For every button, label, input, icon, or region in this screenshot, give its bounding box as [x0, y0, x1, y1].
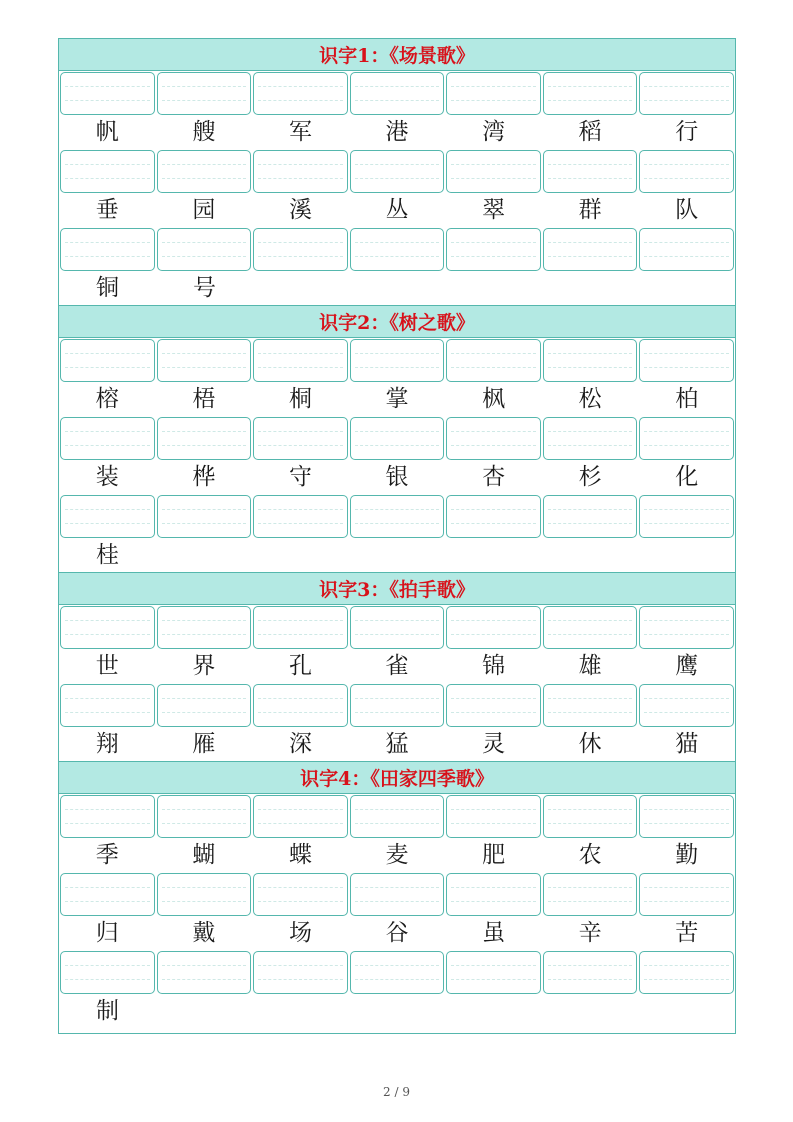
- hanzi-character: 园: [192, 197, 216, 223]
- hanzi-character: 桦: [192, 464, 216, 490]
- hanzi-character: 溪: [288, 197, 312, 223]
- pinyin-writing-box[interactable]: [253, 795, 348, 838]
- character-row: [59, 727, 735, 761]
- pinyin-writing-box[interactable]: [157, 72, 252, 115]
- hanzi-character: 队: [675, 197, 699, 223]
- pinyin-writing-box[interactable]: [446, 417, 541, 460]
- pinyin-writing-box[interactable]: [350, 795, 445, 838]
- pinyin-writing-box[interactable]: [446, 684, 541, 727]
- hanzi-character: 辛: [578, 920, 602, 946]
- hanzi-character: 肥: [482, 842, 506, 868]
- pinyin-writing-box[interactable]: [60, 72, 155, 115]
- pinyin-writing-box[interactable]: [350, 339, 445, 382]
- hanzi-character: 号: [193, 275, 216, 301]
- pinyin-writing-box[interactable]: [543, 795, 638, 838]
- hanzi-character: 虽: [482, 920, 506, 946]
- pinyin-writing-box[interactable]: [639, 873, 734, 916]
- pinyin-writing-box[interactable]: [157, 150, 252, 193]
- hanzi-character: 艘: [192, 119, 216, 145]
- character-row: [59, 382, 735, 416]
- pinyin-writing-box[interactable]: [446, 339, 541, 382]
- pinyin-writing-box[interactable]: [639, 495, 734, 538]
- pinyin-writing-box[interactable]: [350, 684, 445, 727]
- hanzi-character: 稻: [578, 119, 602, 145]
- pinyin-writing-box[interactable]: [60, 873, 155, 916]
- hanzi-character: 垂: [95, 197, 119, 223]
- hanzi-character: 榕: [95, 386, 119, 412]
- hanzi-character: 锦: [482, 653, 506, 679]
- character-row: [59, 193, 735, 227]
- pinyin-writing-box[interactable]: [446, 873, 541, 916]
- hanzi-character: 苦: [675, 920, 699, 946]
- hanzi-character: 戴: [192, 920, 216, 946]
- pinyin-writing-box[interactable]: [253, 684, 348, 727]
- hanzi-character: 谷: [385, 920, 409, 946]
- pinyin-writing-box[interactable]: [350, 228, 445, 271]
- pinyin-writing-box[interactable]: [157, 228, 252, 271]
- pinyin-writing-box[interactable]: [157, 951, 252, 994]
- hanzi-character: 农: [578, 842, 602, 868]
- pinyin-writing-box[interactable]: [446, 495, 541, 538]
- pinyin-writing-box[interactable]: [157, 495, 252, 538]
- character-row: [59, 994, 735, 1028]
- pinyin-writing-box[interactable]: [350, 951, 445, 994]
- section-title: 识字1：《场景歌》: [59, 38, 735, 71]
- pinyin-writing-box[interactable]: [253, 339, 348, 382]
- pinyin-writing-box[interactable]: [543, 228, 638, 271]
- character-row: [59, 649, 735, 683]
- pinyin-writing-box[interactable]: [350, 606, 445, 649]
- pinyin-writing-box[interactable]: [253, 495, 348, 538]
- pinyin-writing-box[interactable]: [157, 795, 252, 838]
- pinyin-writing-box[interactable]: [543, 684, 638, 727]
- pinyin-writing-box[interactable]: [639, 72, 734, 115]
- character-row: [59, 460, 735, 494]
- pinyin-writing-box[interactable]: [253, 606, 348, 649]
- hanzi-character: 银: [385, 464, 409, 490]
- pinyin-writing-box[interactable]: [60, 795, 155, 838]
- pinyin-writing-box[interactable]: [543, 150, 638, 193]
- pinyin-writing-box[interactable]: [253, 951, 348, 994]
- hanzi-character: 灵: [482, 731, 506, 757]
- pinyin-writing-box[interactable]: [446, 150, 541, 193]
- pinyin-writing-box[interactable]: [639, 684, 734, 727]
- hanzi-character: 杉: [578, 464, 602, 490]
- hanzi-character: 雄: [578, 653, 602, 679]
- pinyin-writing-box[interactable]: [60, 606, 155, 649]
- pinyin-writing-box[interactable]: [446, 72, 541, 115]
- pinyin-writing-box[interactable]: [446, 228, 541, 271]
- hanzi-character: 深: [288, 731, 312, 757]
- hanzi-character: 世: [95, 653, 119, 679]
- pinyin-writing-box[interactable]: [543, 417, 638, 460]
- character-row: [59, 838, 735, 872]
- pinyin-box-row: [59, 605, 735, 649]
- hanzi-character: 休: [578, 731, 602, 757]
- pinyin-writing-box[interactable]: [639, 339, 734, 382]
- pinyin-writing-box[interactable]: [639, 417, 734, 460]
- pinyin-writing-box[interactable]: [350, 417, 445, 460]
- pinyin-writing-box[interactable]: [350, 72, 445, 115]
- pinyin-box-row: [59, 683, 735, 727]
- pinyin-writing-box[interactable]: [639, 150, 734, 193]
- hanzi-character: 翔: [95, 731, 119, 757]
- pinyin-writing-box[interactable]: [543, 339, 638, 382]
- pinyin-writing-box[interactable]: [253, 873, 348, 916]
- hanzi-character: 行: [675, 119, 699, 145]
- hanzi-character: 化: [675, 464, 699, 490]
- pinyin-writing-box[interactable]: [60, 495, 155, 538]
- hanzi-character: 归: [95, 920, 119, 946]
- hanzi-character: 界: [192, 653, 216, 679]
- pinyin-box-row: [59, 227, 735, 271]
- pinyin-box-row: [59, 950, 735, 994]
- pinyin-writing-box[interactable]: [543, 606, 638, 649]
- pinyin-writing-box[interactable]: [639, 951, 734, 994]
- character-row: [59, 115, 735, 149]
- hanzi-character: 猫: [675, 731, 699, 757]
- pinyin-writing-box[interactable]: [350, 873, 445, 916]
- pinyin-writing-box[interactable]: [543, 495, 638, 538]
- pinyin-box-row: [59, 794, 735, 838]
- pinyin-writing-box[interactable]: [639, 228, 734, 271]
- pinyin-writing-box[interactable]: [157, 606, 252, 649]
- hanzi-character: 铜: [96, 275, 119, 301]
- pinyin-writing-box[interactable]: [543, 72, 638, 115]
- pinyin-writing-box[interactable]: [157, 417, 252, 460]
- pinyin-box-row: [59, 494, 735, 538]
- pinyin-writing-box[interactable]: [157, 873, 252, 916]
- hanzi-character: 制: [96, 998, 119, 1024]
- pinyin-writing-box[interactable]: [60, 684, 155, 727]
- pinyin-writing-box[interactable]: [60, 951, 155, 994]
- pinyin-box-row: [59, 872, 735, 916]
- hanzi-character: 柏: [675, 386, 699, 412]
- pinyin-writing-box[interactable]: [157, 339, 252, 382]
- hanzi-character: 猛: [385, 731, 409, 757]
- character-row: [59, 916, 735, 950]
- hanzi-character: 麦: [385, 842, 409, 868]
- pinyin-writing-box[interactable]: [446, 795, 541, 838]
- page-number: 2 / 9: [383, 1085, 410, 1099]
- hanzi-character: 装: [95, 464, 119, 490]
- hanzi-character: 场: [288, 920, 312, 946]
- pinyin-box-row: [59, 416, 735, 460]
- pinyin-box-row: [59, 338, 735, 382]
- pinyin-writing-box[interactable]: [253, 417, 348, 460]
- section-title: 识字3：《拍手歌》: [59, 572, 735, 605]
- pinyin-writing-box[interactable]: [446, 606, 541, 649]
- hanzi-character: 枫: [482, 386, 506, 412]
- hanzi-character: 湾: [482, 119, 506, 145]
- hanzi-character: 勤: [675, 842, 699, 868]
- pinyin-writing-box[interactable]: [60, 150, 155, 193]
- hanzi-character: 季: [95, 842, 119, 868]
- section-title: 识字4：《田家四季歌》: [59, 761, 735, 794]
- hanzi-character: 雀: [385, 653, 409, 679]
- hanzi-character: 杏: [482, 464, 506, 490]
- pinyin-writing-box[interactable]: [350, 150, 445, 193]
- hanzi-character: 掌: [385, 386, 409, 412]
- worksheet: [58, 38, 736, 1034]
- pinyin-box-row: [59, 149, 735, 193]
- hanzi-character: 蝶: [288, 842, 312, 868]
- hanzi-character: 港: [385, 119, 409, 145]
- pinyin-writing-box[interactable]: [543, 873, 638, 916]
- character-row: [59, 271, 735, 305]
- pinyin-writing-box[interactable]: [639, 795, 734, 838]
- pinyin-writing-box[interactable]: [157, 684, 252, 727]
- pinyin-writing-box[interactable]: [350, 495, 445, 538]
- pinyin-box-row: [59, 71, 735, 115]
- hanzi-character: 桂: [96, 542, 119, 568]
- hanzi-character: 帆: [95, 119, 119, 145]
- hanzi-character: 守: [288, 464, 312, 490]
- hanzi-character: 梧: [192, 386, 216, 412]
- pinyin-writing-box[interactable]: [543, 951, 638, 994]
- character-row: [59, 538, 735, 572]
- hanzi-character: 翠: [482, 197, 506, 223]
- pinyin-writing-box[interactable]: [253, 150, 348, 193]
- pinyin-writing-box[interactable]: [446, 951, 541, 994]
- hanzi-character: 孔: [288, 653, 312, 679]
- hanzi-character: 雁: [192, 731, 216, 757]
- pinyin-writing-box[interactable]: [639, 606, 734, 649]
- hanzi-character: 鹰: [675, 653, 699, 679]
- hanzi-character: 军: [288, 119, 312, 145]
- hanzi-character: 桐: [288, 386, 312, 412]
- hanzi-character: 丛: [385, 197, 409, 223]
- pinyin-writing-box[interactable]: [253, 228, 348, 271]
- pinyin-writing-box[interactable]: [60, 417, 155, 460]
- pinyin-writing-box[interactable]: [60, 339, 155, 382]
- hanzi-character: 蝴: [192, 842, 216, 868]
- sheet-bottom-border: [59, 1028, 735, 1034]
- section-title: 识字2：《树之歌》: [59, 305, 735, 338]
- hanzi-character: 松: [578, 386, 602, 412]
- hanzi-character: 群: [578, 197, 602, 223]
- pinyin-writing-box[interactable]: [253, 72, 348, 115]
- pinyin-writing-box[interactable]: [60, 228, 155, 271]
